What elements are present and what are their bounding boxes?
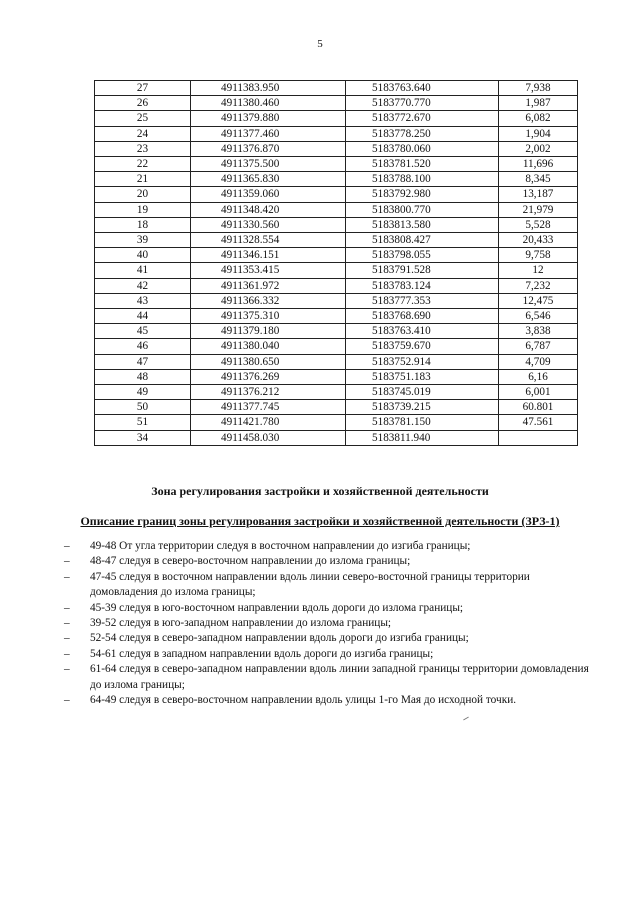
scan-mark — [463, 717, 469, 721]
list-item — [64, 693, 594, 708]
page-number: 5 — [317, 38, 323, 50]
x-coordinate-cell: 4911328.554 — [191, 233, 346, 248]
list-dash: – — [64, 632, 70, 645]
point-number-cell: 48 — [95, 369, 191, 384]
y-coordinate-cell: 5183763.410 — [346, 324, 499, 339]
point-number-cell: 49 — [95, 385, 191, 400]
y-coordinate-cell: 5183781.520 — [346, 157, 499, 172]
zone-title: Зона регулирования застройки и хозяйственной деятельности — [151, 484, 489, 498]
point-number-cell: 43 — [95, 293, 191, 308]
point-number-cell: 44 — [95, 309, 191, 324]
point-number-cell: 45 — [95, 324, 191, 339]
list-dash: – — [64, 647, 70, 660]
y-coordinate-cell: 5183745.019 — [346, 385, 499, 400]
y-coordinate-cell: 5183788.100 — [346, 172, 499, 187]
list-dash: – — [64, 617, 70, 630]
list-item-text: 49-48 От угла территории следуя в восточном направлении до изгиба границы; — [90, 540, 471, 552]
distance-cell: 6,082 — [499, 111, 578, 126]
list-item — [64, 570, 594, 601]
table-row — [95, 369, 578, 384]
table-row — [95, 233, 578, 248]
x-coordinate-cell: 4911458.030 — [191, 430, 346, 445]
point-number-cell: 23 — [95, 141, 191, 156]
list-dash: – — [64, 555, 70, 568]
table-row — [95, 187, 578, 202]
distance-cell: 6,16 — [499, 369, 578, 384]
point-number-cell: 50 — [95, 400, 191, 415]
y-coordinate-cell: 5183813.580 — [346, 217, 499, 232]
list-item — [64, 616, 594, 631]
list-item-text: 45-39 следуя в юго-восточном направлении вдоль дороги до излома границы; — [90, 601, 464, 614]
point-number-cell: 42 — [95, 278, 191, 293]
list-item-text: 64-49 следуя в северо-восточном направлении вдоль улицы 1-го Мая до исходной точки. — [90, 694, 517, 707]
distance-cell: 7,232 — [499, 278, 578, 293]
x-coordinate-cell: 4911380.650 — [191, 354, 346, 369]
table-row — [95, 111, 578, 126]
distance-cell: 3,838 — [499, 324, 578, 339]
y-coordinate-cell: 5183783.124 — [346, 278, 499, 293]
distance-cell: 7,938 — [499, 81, 578, 96]
x-coordinate-cell: 4911346.151 — [191, 248, 346, 263]
distance-cell: 21,979 — [499, 202, 578, 217]
y-coordinate-cell: 5183770.770 — [346, 96, 499, 111]
list-item — [64, 631, 594, 646]
list-item — [64, 601, 594, 616]
distance-cell: 6,546 — [499, 309, 578, 324]
list-dash: – — [64, 570, 70, 583]
distance-cell: 5,528 — [499, 217, 578, 232]
y-coordinate-cell: 5183781.150 — [346, 415, 499, 430]
table-row — [95, 278, 578, 293]
x-coordinate-cell: 4911361.972 — [191, 278, 346, 293]
point-number-cell: 40 — [95, 248, 191, 263]
y-coordinate-cell: 5183777.353 — [346, 293, 499, 308]
y-coordinate-cell: 5183752.914 — [346, 354, 499, 369]
y-coordinate-cell: 5183791.528 — [346, 263, 499, 278]
y-coordinate-cell: 5183798.055 — [346, 248, 499, 263]
table-row — [95, 141, 578, 156]
distance-cell: 60.801 — [499, 400, 578, 415]
point-number-cell: 51 — [95, 415, 191, 430]
distance-cell: 1,904 — [499, 126, 578, 141]
x-coordinate-cell: 4911379.880 — [191, 111, 346, 126]
table-row — [95, 157, 578, 172]
table-row — [95, 400, 578, 415]
x-coordinate-cell: 4911375.310 — [191, 309, 346, 324]
point-number-cell: 34 — [95, 430, 191, 445]
x-coordinate-cell: 4911383.950 — [191, 81, 346, 96]
x-coordinate-cell: 4911353.415 — [191, 263, 346, 278]
distance-cell — [499, 430, 578, 445]
point-number-cell: 26 — [95, 96, 191, 111]
point-number-cell: 20 — [95, 187, 191, 202]
list-item — [64, 539, 594, 554]
table-row — [95, 263, 578, 278]
table-row — [95, 293, 578, 308]
description-title: Описание границ зоны регулирования застройки и хозяйственной деятельности (ЗРЗ-1) — [80, 514, 560, 528]
y-coordinate-cell: 5183811.940 — [346, 430, 499, 445]
distance-cell: 47.561 — [499, 415, 578, 430]
y-coordinate-cell: 5183763.640 — [346, 81, 499, 96]
point-number-cell: 25 — [95, 111, 191, 126]
table-row — [95, 430, 578, 445]
distance-cell: 2,002 — [499, 141, 578, 156]
x-coordinate-cell: 4911377.460 — [191, 126, 346, 141]
y-coordinate-cell: 5183800.770 — [346, 202, 499, 217]
list-dash: – — [64, 601, 70, 614]
coordinates-table — [94, 80, 578, 446]
x-coordinate-cell: 4911421.780 — [191, 415, 346, 430]
distance-cell: 12,475 — [499, 293, 578, 308]
x-coordinate-cell: 4911376.212 — [191, 385, 346, 400]
point-number-cell: 47 — [95, 354, 191, 369]
point-number-cell: 18 — [95, 217, 191, 232]
coordinates-table-body — [95, 81, 578, 446]
table-row — [95, 354, 578, 369]
table-row — [95, 81, 578, 96]
x-coordinate-cell: 4911375.500 — [191, 157, 346, 172]
point-number-cell: 24 — [95, 126, 191, 141]
x-coordinate-cell: 4911366.332 — [191, 293, 346, 308]
boundary-description-list — [64, 539, 594, 708]
y-coordinate-cell: 5183792.980 — [346, 187, 499, 202]
point-number-cell: 22 — [95, 157, 191, 172]
x-coordinate-cell: 4911376.269 — [191, 369, 346, 384]
x-coordinate-cell: 4911348.420 — [191, 202, 346, 217]
table-row — [95, 248, 578, 263]
table-row — [95, 126, 578, 141]
distance-cell: 9,758 — [499, 248, 578, 263]
list-item-text: 48-47 следуя в северо-восточном направлении до излома границы; — [90, 555, 411, 568]
list-item-text: 39-52 следуя в юго-западном направлении до излома границы; — [90, 617, 392, 630]
y-coordinate-cell: 5183759.670 — [346, 339, 499, 354]
y-coordinate-cell: 5183768.690 — [346, 309, 499, 324]
x-coordinate-cell: 4911379.180 — [191, 324, 346, 339]
list-dash: – — [64, 663, 70, 676]
distance-cell: 13,187 — [499, 187, 578, 202]
x-coordinate-cell: 4911380.040 — [191, 339, 346, 354]
list-item — [64, 554, 594, 569]
list-dash: – — [64, 694, 70, 707]
y-coordinate-cell: 5183780.060 — [346, 141, 499, 156]
list-item-text: 47-45 следуя в восточном направлении вдоль линии северо-восточной границы территории домовладения до излома границы; — [90, 570, 530, 599]
point-number-cell: 46 — [95, 339, 191, 354]
point-number-cell: 41 — [95, 263, 191, 278]
distance-cell: 12 — [499, 263, 578, 278]
list-item-text: 61-64 следуя в северо-западном направлении вдоль линии западной границы территории домовладения до излома границы; — [90, 663, 589, 691]
y-coordinate-cell: 5183751.183 — [346, 369, 499, 384]
distance-cell: 4,709 — [499, 354, 578, 369]
list-item — [64, 662, 594, 693]
x-coordinate-cell: 4911365.830 — [191, 172, 346, 187]
x-coordinate-cell: 4911359.060 — [191, 187, 346, 202]
point-number-cell: 27 — [95, 81, 191, 96]
distance-cell: 11,696 — [499, 157, 578, 172]
point-number-cell: 39 — [95, 233, 191, 248]
distance-cell: 6,001 — [499, 385, 578, 400]
distance-cell: 20,433 — [499, 233, 578, 248]
y-coordinate-cell: 5183739.215 — [346, 400, 499, 415]
x-coordinate-cell: 4911330.560 — [191, 217, 346, 232]
table-row — [95, 217, 578, 232]
y-coordinate-cell: 5183772.670 — [346, 111, 499, 126]
table-row — [95, 324, 578, 339]
x-coordinate-cell: 4911380.460 — [191, 96, 346, 111]
table-row — [95, 339, 578, 354]
distance-cell: 1,987 — [499, 96, 578, 111]
distance-cell: 8,345 — [499, 172, 578, 187]
list-dash: – — [64, 540, 70, 552]
table-row — [95, 96, 578, 111]
list-item-text: 54-61 следуя в западном направлении вдоль дороги до изгиба границы; — [90, 647, 434, 660]
distance-cell: 6,787 — [499, 339, 578, 354]
table-row — [95, 202, 578, 217]
table-row — [95, 172, 578, 187]
x-coordinate-cell: 4911377.745 — [191, 400, 346, 415]
list-item — [64, 647, 594, 662]
point-number-cell: 21 — [95, 172, 191, 187]
table-row — [95, 309, 578, 324]
list-item-text: 52-54 следуя в северо-западном направлении вдоль дороги до изгиба границы; — [90, 632, 469, 645]
x-coordinate-cell: 4911376.870 — [191, 141, 346, 156]
table-row — [95, 385, 578, 400]
point-number-cell: 19 — [95, 202, 191, 217]
y-coordinate-cell: 5183778.250 — [346, 126, 499, 141]
y-coordinate-cell: 5183808.427 — [346, 233, 499, 248]
table-row — [95, 415, 578, 430]
